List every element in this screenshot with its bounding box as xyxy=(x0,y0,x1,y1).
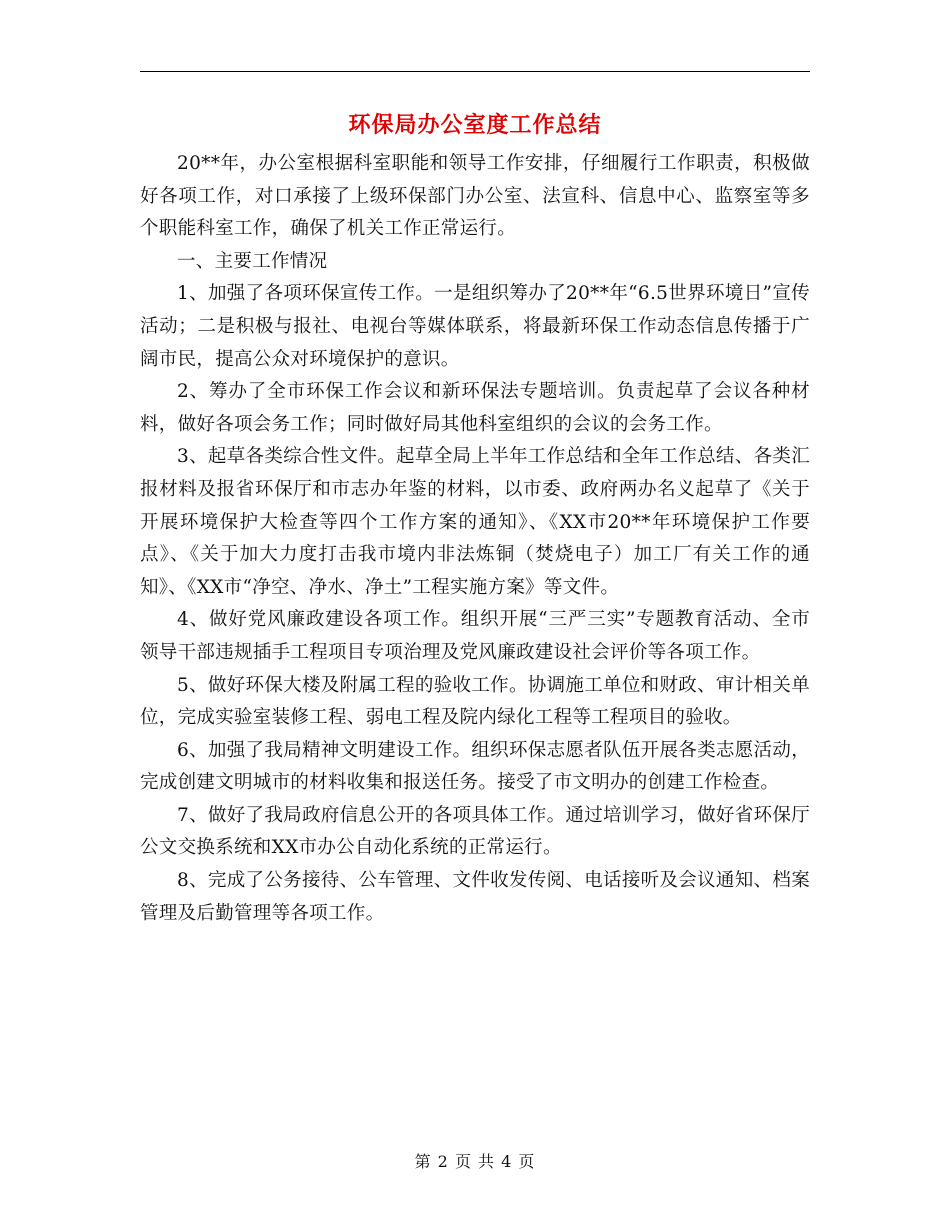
document-body xyxy=(140,148,810,930)
paragraph-item-4: 4、做好党风廉政建设各项工作。组织开展“三严三实”专题教育活动、全市领导干部违规插手工程项目专项治理及党风廉政建设社会评价等各项工作。 xyxy=(140,609,810,663)
paragraph-item-6: 6、加强了我局精神文明建设工作。组织环保志愿者队伍开展各类志愿活动，完成创建文明城市的材料收集和报送任务。接受了市文明办的创建工作检查。 xyxy=(140,739,810,794)
paragraph-item-7: 7、做好了我局政府信息公开的各项具体工作。通过培训学习，做好省环保厅公文交换系统和XX市办公自动化系统的正常运行。 xyxy=(140,804,810,859)
page-number-footer: 第 2 页 共 4 页 xyxy=(414,1152,536,1171)
paragraph-item-3: 3、起草各类综合性文件。起草全局上半年工作总结和全年工作总结、各类汇报材料及报省环保厅和市志办年鉴的材料，以市委、政府两办名义起草了《关于开展环境保护大检查等四个工作方案的通知》、《XX市20**年环境保护工作要点》、《关于加大力度打击我市境内非法炼铜（焚烧电子）加工厂有关工作的通知》、《XX市“净空、净水、净土”工程实施方案》等文件。 xyxy=(140,446,810,598)
paragraph-item-1: 1、加强了各项环保宣传工作。一是组织筹办了20**年“6.5世界环境日”宣传活动；二是积极与报社、电视台等媒体联系，将最新环保工作动态信息传播于广阔市民，提高公众对环境保护的意识。 xyxy=(140,283,810,370)
paragraph-intro: 20**年，办公室根据科室职能和领导工作安排，仔细履行工作职责，积极做好各项工作，对口承接了上级环保部门办公室、法宣科、信息中心、监察室等多个职能科室工作，确保了机关工作正常运行。 xyxy=(140,153,810,240)
section-heading: 一、主要工作情况 xyxy=(177,250,328,272)
document-title: 环保局办公室度工作总结 xyxy=(348,113,602,138)
paragraph-item-5: 5、做好环保大楼及附属工程的验收工作。协调施工单位和财政、审计相关单位，完成实验室装修工程、弱电工程及院内绿化工程等工程项目的验收。 xyxy=(140,674,810,729)
paragraph-item-2: 2、筹办了全市环保工作会议和新环保法专题培训。负责起草了会议各种材料，做好各项会务工作；同时做好局其他科室组织的会议的会务工作。 xyxy=(140,381,810,435)
paragraph-item-8: 8、完成了公务接待、公车管理、文件收发传阅、电话接听及会议通知、档案管理及后勤管理等各项工作。 xyxy=(140,870,810,924)
header-rule xyxy=(140,71,810,72)
